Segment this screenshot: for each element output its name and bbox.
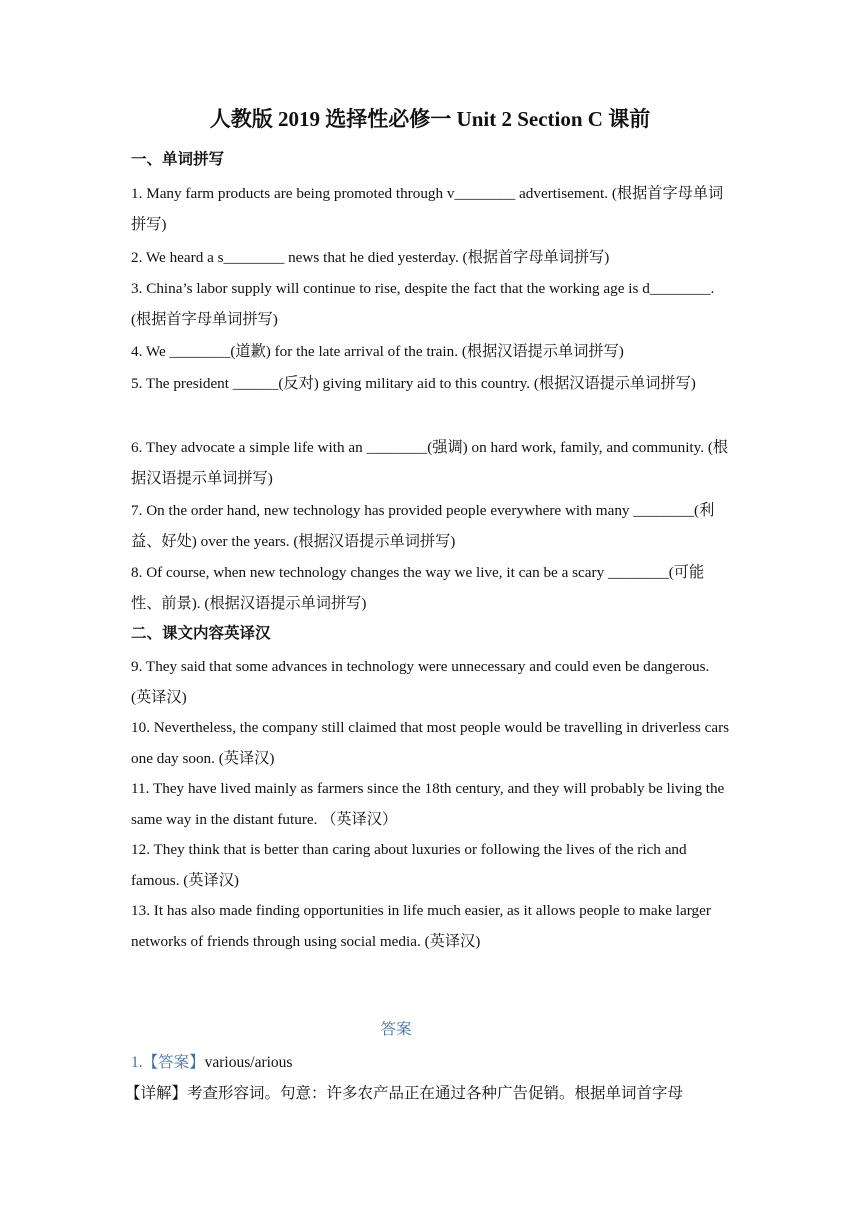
section-heading-translation: 二、课文内容英译汉: [131, 625, 271, 642]
question-12: 12. They think that is better than caring about luxuries or following the lives of the rich and famous. (英译汉): [131, 841, 687, 889]
question-1: 1. Many farm products are being promoted through v________ advertisement. (根据首字母单词拼写): [131, 185, 724, 233]
answer-number: 1.: [131, 1054, 143, 1071]
question-13: 13. It has also made finding opportunities in life much easier, as it allows people to make larger networks of friends through using social media. (英译汉): [131, 902, 711, 950]
answer-detail: 【详解】考查形容词。句意：许多农产品正在通过各种广告促销。根据单词首字母: [125, 1085, 684, 1102]
question-11: 11. They have lived mainly as farmers since the 18th century, and they will probably be living the same way in the distant future. （英译汉）: [131, 780, 725, 828]
answer-tag: 【答案】: [142, 1054, 205, 1071]
question-9: 9. They said that some advances in technology were unnecessary and could even be dangerous. (英译汉): [131, 658, 710, 706]
answer-text: various/arious: [204, 1054, 293, 1071]
question-5: 5. The president ______(反对) giving military aid to this country. (根据汉语提示单词拼写): [131, 375, 696, 392]
question-4: 4. We ________(道歉) for the late arrival of the train. (根据汉语提示单词拼写): [131, 343, 624, 360]
answer-1: [131, 1052, 292, 1074]
question-6: 6. They advocate a simple life with an ________(强调) on hard work, family, and community. (根据汉语提示单词拼写): [131, 439, 729, 487]
question-7: 7. On the order hand, new technology has provided people everywhere with many ________(利益、好处) over the years. (根据汉语提示单词拼写): [131, 502, 715, 550]
answers-heading: 答案: [380, 1021, 412, 1038]
question-2: 2. We heard a s________ news that he died yesterday. (根据首字母单词拼写): [131, 249, 610, 266]
section-heading-spelling: 一、单词拼写: [131, 151, 225, 168]
question-3: 3. China’s labor supply will continue to rise, despite the fact that the working age is d________. (根据首字母单词拼写): [131, 280, 715, 328]
question-8: 8. Of course, when new technology changes the way we live, it can be a scary ________(可能性、前景). (根据汉语提示单词拼写): [131, 564, 705, 612]
question-10: 10. Nevertheless, the company still claimed that most people would be travelling in driverless cars one day soon. (英译汉): [131, 719, 730, 767]
page-title: 人教版 2019 选择性必修一 Unit 2 Section C 课前: [209, 107, 651, 131]
